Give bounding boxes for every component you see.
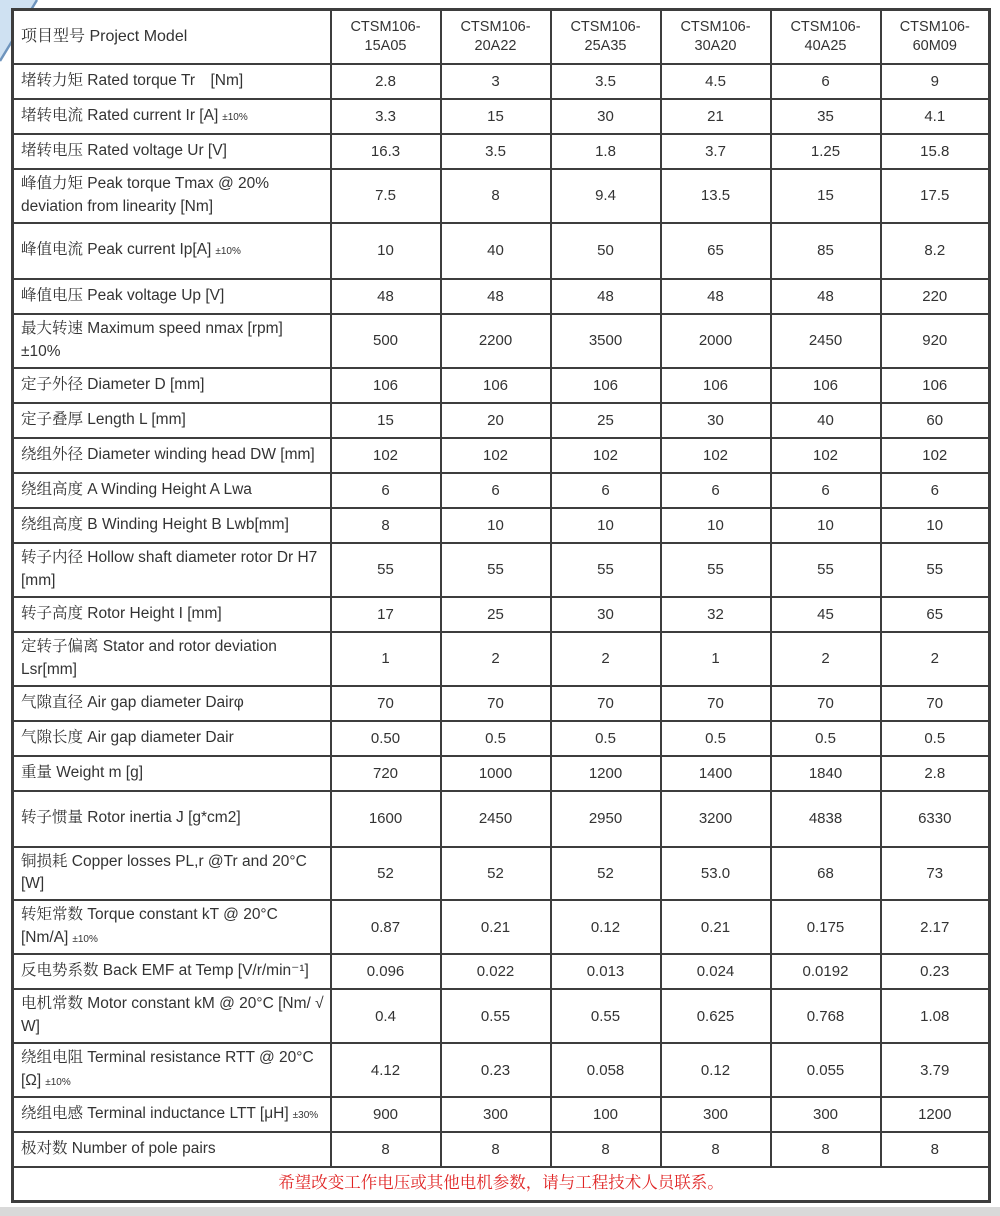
parameter-label-text: 定子外径 Diameter D [mm] — [21, 375, 205, 393]
value-cell: 15 — [331, 403, 441, 438]
parameter-label-cell — [13, 438, 331, 473]
parameter-label-cell — [13, 686, 331, 721]
value-cell: 0.21 — [441, 900, 551, 954]
page-bottom-edge — [0, 1207, 1000, 1216]
value-cell: 70 — [551, 686, 661, 721]
value-cell: 102 — [331, 438, 441, 473]
value-cell: 8 — [441, 169, 551, 223]
value-cell: 2.17 — [881, 900, 990, 954]
value-cell: 3200 — [661, 791, 771, 847]
value-cell: 8 — [441, 1132, 551, 1167]
parameter-label-cell — [13, 632, 331, 686]
value-cell: 0.768 — [771, 989, 881, 1043]
value-cell: 65 — [881, 597, 990, 632]
parameter-label-cell — [13, 543, 331, 597]
value-cell: 0.4 — [331, 989, 441, 1043]
value-cell: 102 — [881, 438, 990, 473]
table-row — [13, 597, 990, 632]
value-cell: 40 — [441, 223, 551, 279]
value-cell: 2 — [441, 632, 551, 686]
value-cell: 3.79 — [881, 1043, 990, 1097]
value-cell: 300 — [661, 1097, 771, 1132]
value-cell: 720 — [331, 756, 441, 791]
table-row — [13, 721, 990, 756]
value-cell: 3.3 — [331, 99, 441, 134]
value-cell: 102 — [771, 438, 881, 473]
value-cell: 2450 — [771, 314, 881, 368]
table-row — [13, 1097, 990, 1132]
value-cell: 2450 — [441, 791, 551, 847]
value-cell: 10 — [331, 223, 441, 279]
value-cell: 17.5 — [881, 169, 990, 223]
value-cell: 50 — [551, 223, 661, 279]
parameter-label-cell — [13, 756, 331, 791]
parameter-label-text: 峰值电压 Peak voltage Up [V] — [21, 286, 225, 304]
value-cell: 32 — [661, 597, 771, 632]
value-cell: 6 — [331, 473, 441, 508]
value-cell: 8 — [881, 1132, 990, 1167]
value-cell: 17 — [331, 597, 441, 632]
value-cell: 900 — [331, 1097, 441, 1132]
model-column-header: CTSM106-40A25 — [771, 10, 881, 65]
value-cell: 0.50 — [331, 721, 441, 756]
value-cell: 85 — [771, 223, 881, 279]
parameter-label-cell — [13, 900, 331, 954]
value-cell: 3.5 — [441, 134, 551, 169]
footer-notice-row — [13, 1167, 990, 1202]
value-cell: 10 — [771, 508, 881, 543]
table-row — [13, 791, 990, 847]
parameter-label-cell — [13, 473, 331, 508]
motor-spec-table — [11, 8, 991, 1203]
tolerance-note: ±10% — [72, 934, 98, 946]
value-cell: 70 — [331, 686, 441, 721]
value-cell: 3500 — [551, 314, 661, 368]
parameter-label-text: 重量 Weight m [g] — [21, 763, 144, 781]
parameter-label-cell — [13, 1097, 331, 1132]
table-row — [13, 900, 990, 954]
value-cell: 1200 — [881, 1097, 990, 1132]
table-row — [13, 134, 990, 169]
value-cell: 4838 — [771, 791, 881, 847]
value-cell: 0.5 — [881, 721, 990, 756]
table-row — [13, 438, 990, 473]
parameter-label-text: 极对数 Number of pole pairs — [21, 1140, 216, 1158]
value-cell: 1.25 — [771, 134, 881, 169]
value-cell: 8 — [551, 1132, 661, 1167]
value-cell: 2 — [881, 632, 990, 686]
table-row — [13, 847, 990, 901]
parameter-label-cell — [13, 134, 331, 169]
value-cell: 500 — [331, 314, 441, 368]
value-cell: 0.5 — [551, 721, 661, 756]
value-cell: 10 — [551, 508, 661, 543]
value-cell: 8 — [661, 1132, 771, 1167]
value-cell: 2 — [771, 632, 881, 686]
value-cell: 0.12 — [551, 900, 661, 954]
value-cell: 35 — [771, 99, 881, 134]
parameter-label-text: 铜损耗 Copper losses PL,r @Tr and 20°C [W] — [21, 852, 307, 893]
tolerance-note: ±10% — [45, 1077, 71, 1089]
value-cell: 10 — [661, 508, 771, 543]
value-cell: 0.5 — [661, 721, 771, 756]
value-cell: 48 — [441, 279, 551, 314]
value-cell: 0.55 — [441, 989, 551, 1043]
parameter-label-cell — [13, 368, 331, 403]
value-cell: 1000 — [441, 756, 551, 791]
parameter-label-cell — [13, 1132, 331, 1167]
value-cell: 20 — [441, 403, 551, 438]
value-cell: 48 — [771, 279, 881, 314]
tolerance-note: ±30% — [292, 1110, 319, 1122]
value-cell: 45 — [771, 597, 881, 632]
value-cell: 8 — [331, 1132, 441, 1167]
value-cell: 21 — [661, 99, 771, 134]
table-row — [13, 64, 990, 99]
model-column-header: CTSM106-15A05 — [331, 10, 441, 65]
value-cell: 2200 — [441, 314, 551, 368]
table-row — [13, 169, 990, 223]
value-cell: 40 — [771, 403, 881, 438]
value-cell: 10 — [441, 508, 551, 543]
value-cell: 15.8 — [881, 134, 990, 169]
value-cell: 106 — [771, 368, 881, 403]
value-cell: 0.5 — [771, 721, 881, 756]
value-cell: 6 — [661, 473, 771, 508]
value-cell: 0.024 — [661, 954, 771, 989]
value-cell: 102 — [551, 438, 661, 473]
value-cell: 6 — [771, 473, 881, 508]
value-cell: 70 — [661, 686, 771, 721]
tolerance-note: ±10% — [215, 246, 241, 258]
value-cell: 55 — [551, 543, 661, 597]
value-cell: 1 — [331, 632, 441, 686]
value-cell: 8.2 — [881, 223, 990, 279]
value-cell: 0.058 — [551, 1043, 661, 1097]
value-cell: 1.08 — [881, 989, 990, 1043]
parameter-label-cell — [13, 99, 331, 134]
value-cell: 30 — [551, 597, 661, 632]
value-cell: 0.022 — [441, 954, 551, 989]
parameter-label-text: 堵转电压 Rated voltage Ur [V] — [21, 142, 227, 160]
value-cell: 1400 — [661, 756, 771, 791]
table-row — [13, 403, 990, 438]
value-cell: 70 — [881, 686, 990, 721]
parameter-label-text: 绕组高度 A Winding Height A Lwa — [21, 480, 252, 498]
table-row — [13, 756, 990, 791]
value-cell: 25 — [551, 403, 661, 438]
table-row — [13, 473, 990, 508]
value-cell: 2 — [551, 632, 661, 686]
tolerance-note: ±10% — [222, 112, 248, 124]
value-cell: 3.7 — [661, 134, 771, 169]
value-cell: 52 — [441, 847, 551, 901]
value-cell: 8 — [771, 1132, 881, 1167]
value-cell: 60 — [881, 403, 990, 438]
value-cell: 13.5 — [661, 169, 771, 223]
value-cell: 300 — [771, 1097, 881, 1132]
parameter-label-text: 绕组电阻 Terminal resistance RTT @ 20°C [Ω] — [21, 1049, 314, 1090]
value-cell: 6 — [881, 473, 990, 508]
parameter-label-text: 转子高度 Rotor Height I [mm] — [21, 604, 222, 622]
value-cell: 55 — [771, 543, 881, 597]
value-cell: 48 — [551, 279, 661, 314]
parameter-label-cell — [13, 279, 331, 314]
parameter-label-text: 定转子偏离 Stator and rotor deviation Lsr[mm] — [21, 637, 277, 678]
value-cell: 2.8 — [331, 64, 441, 99]
parameter-label-cell — [13, 169, 331, 223]
value-cell: 0.175 — [771, 900, 881, 954]
parameter-label-text: 绕组电感 Terminal inductance LTT [μH] — [21, 1105, 289, 1123]
table-row — [13, 632, 990, 686]
value-cell: 30 — [661, 403, 771, 438]
value-cell: 7.5 — [331, 169, 441, 223]
value-cell: 106 — [881, 368, 990, 403]
value-cell: 55 — [441, 543, 551, 597]
value-cell: 4.12 — [331, 1043, 441, 1097]
project-model-header: 项目型号 Project Model — [13, 10, 331, 65]
table-row — [13, 99, 990, 134]
value-cell: 30 — [551, 99, 661, 134]
value-cell: 0.0192 — [771, 954, 881, 989]
parameter-label-text: 转子惯量 Rotor inertia J [g*cm2] — [21, 809, 241, 827]
table-row — [13, 686, 990, 721]
parameter-label-text: 转矩常数 Torque constant kT @ 20°C [Nm/A] — [21, 906, 278, 947]
value-cell: 1200 — [551, 756, 661, 791]
value-cell: 6 — [771, 64, 881, 99]
value-cell: 100 — [551, 1097, 661, 1132]
parameter-label-cell — [13, 314, 331, 368]
model-column-header: CTSM106-20A22 — [441, 10, 551, 65]
value-cell: 1.8 — [551, 134, 661, 169]
value-cell: 0.5 — [441, 721, 551, 756]
value-cell: 220 — [881, 279, 990, 314]
value-cell: 0.013 — [551, 954, 661, 989]
table-row — [13, 314, 990, 368]
parameter-label-text: 定子叠厚 Length L [mm] — [21, 410, 186, 428]
value-cell: 2000 — [661, 314, 771, 368]
value-cell: 0.12 — [661, 1043, 771, 1097]
parameter-label-cell — [13, 64, 331, 99]
value-cell: 70 — [441, 686, 551, 721]
parameter-label-cell — [13, 508, 331, 543]
parameter-label-text: 反电势系数 Back EMF at Temp [V/r/min⁻¹] — [21, 962, 309, 980]
value-cell: 4.1 — [881, 99, 990, 134]
value-cell: 300 — [441, 1097, 551, 1132]
parameter-label-cell — [13, 223, 331, 279]
value-cell: 0.23 — [441, 1043, 551, 1097]
value-cell: 1 — [661, 632, 771, 686]
value-cell: 0.55 — [551, 989, 661, 1043]
value-cell: 6 — [551, 473, 661, 508]
model-column-header: CTSM106-30A20 — [661, 10, 771, 65]
parameter-label-text: 峰值力矩 Peak torque Tmax @ 20% deviation from linearity [Nm] — [21, 175, 270, 215]
parameter-label-text: 绕组高度 B Winding Height B Lwb[mm] — [21, 515, 289, 533]
value-cell: 25 — [441, 597, 551, 632]
value-cell: 920 — [881, 314, 990, 368]
value-cell: 55 — [661, 543, 771, 597]
value-cell: 102 — [441, 438, 551, 473]
parameter-label-cell — [13, 597, 331, 632]
value-cell: 1840 — [771, 756, 881, 791]
value-cell: 0.87 — [331, 900, 441, 954]
table-header-row — [13, 10, 990, 65]
value-cell: 53.0 — [661, 847, 771, 901]
value-cell: 15 — [441, 99, 551, 134]
value-cell: 3.5 — [551, 64, 661, 99]
value-cell: 3 — [441, 64, 551, 99]
value-cell: 106 — [331, 368, 441, 403]
parameter-label-text: 堵转力矩 Rated torque Tr [Nm] — [21, 72, 244, 90]
value-cell: 8 — [331, 508, 441, 543]
parameter-label-text: 转子内径 Hollow shaft diameter rotor Dr H7 [mm] — [21, 548, 318, 589]
parameter-label-cell — [13, 954, 331, 989]
value-cell: 2950 — [551, 791, 661, 847]
table-row — [13, 508, 990, 543]
table-row — [13, 368, 990, 403]
parameter-label-text: 绕组外径 Diameter winding head DW [mm] — [21, 445, 315, 463]
value-cell: 16.3 — [331, 134, 441, 169]
value-cell: 48 — [331, 279, 441, 314]
table-row — [13, 954, 990, 989]
value-cell: 68 — [771, 847, 881, 901]
value-cell: 6 — [441, 473, 551, 508]
value-cell: 52 — [331, 847, 441, 901]
value-cell: 0.23 — [881, 954, 990, 989]
parameter-label-text: 堵转电流 Rated current Ir [A] — [21, 107, 219, 125]
value-cell: 52 — [551, 847, 661, 901]
parameter-label-text: 电机常数 Motor constant kM @ 20°C [Nm/ √ W] — [21, 995, 324, 1036]
value-cell: 48 — [661, 279, 771, 314]
value-cell: 55 — [881, 543, 990, 597]
value-cell: 102 — [661, 438, 771, 473]
value-cell: 0.21 — [661, 900, 771, 954]
parameter-label-text: 气隙长度 Air gap diameter Dair — [21, 728, 234, 746]
value-cell: 15 — [771, 169, 881, 223]
value-cell: 2.8 — [881, 756, 990, 791]
footer-notice: 希望改变工作电压或其他电机参数，请与工程技术人员联系。 — [13, 1167, 990, 1202]
parameter-label-text: 最大转速 Maximum speed nmax [rpm] ±10% — [21, 319, 283, 360]
value-cell: 6330 — [881, 791, 990, 847]
value-cell: 9 — [881, 64, 990, 99]
value-cell: 73 — [881, 847, 990, 901]
parameter-label-cell — [13, 403, 331, 438]
parameter-label-cell — [13, 847, 331, 901]
parameter-label-cell — [13, 1043, 331, 1097]
parameter-label-cell — [13, 791, 331, 847]
value-cell: 106 — [661, 368, 771, 403]
value-cell: 0.625 — [661, 989, 771, 1043]
value-cell: 65 — [661, 223, 771, 279]
model-column-header: CTSM106-60M09 — [881, 10, 990, 65]
value-cell: 4.5 — [661, 64, 771, 99]
table-row — [13, 1043, 990, 1097]
value-cell: 106 — [441, 368, 551, 403]
table-row — [13, 279, 990, 314]
value-cell: 106 — [551, 368, 661, 403]
value-cell: 70 — [771, 686, 881, 721]
value-cell: 0.055 — [771, 1043, 881, 1097]
table-row — [13, 543, 990, 597]
value-cell: 0.096 — [331, 954, 441, 989]
value-cell: 55 — [331, 543, 441, 597]
table-row — [13, 989, 990, 1043]
parameter-label-cell — [13, 989, 331, 1043]
table-row — [13, 1132, 990, 1167]
value-cell: 9.4 — [551, 169, 661, 223]
value-cell: 1600 — [331, 791, 441, 847]
parameter-label-text: 气隙直径 Air gap diameter Dairφ — [21, 693, 244, 711]
model-column-header: CTSM106-25A35 — [551, 10, 661, 65]
table-row — [13, 223, 990, 279]
parameter-label-text: 峰值电流 Peak current Ip[A] — [21, 241, 212, 259]
parameter-label-cell — [13, 721, 331, 756]
value-cell: 10 — [881, 508, 990, 543]
